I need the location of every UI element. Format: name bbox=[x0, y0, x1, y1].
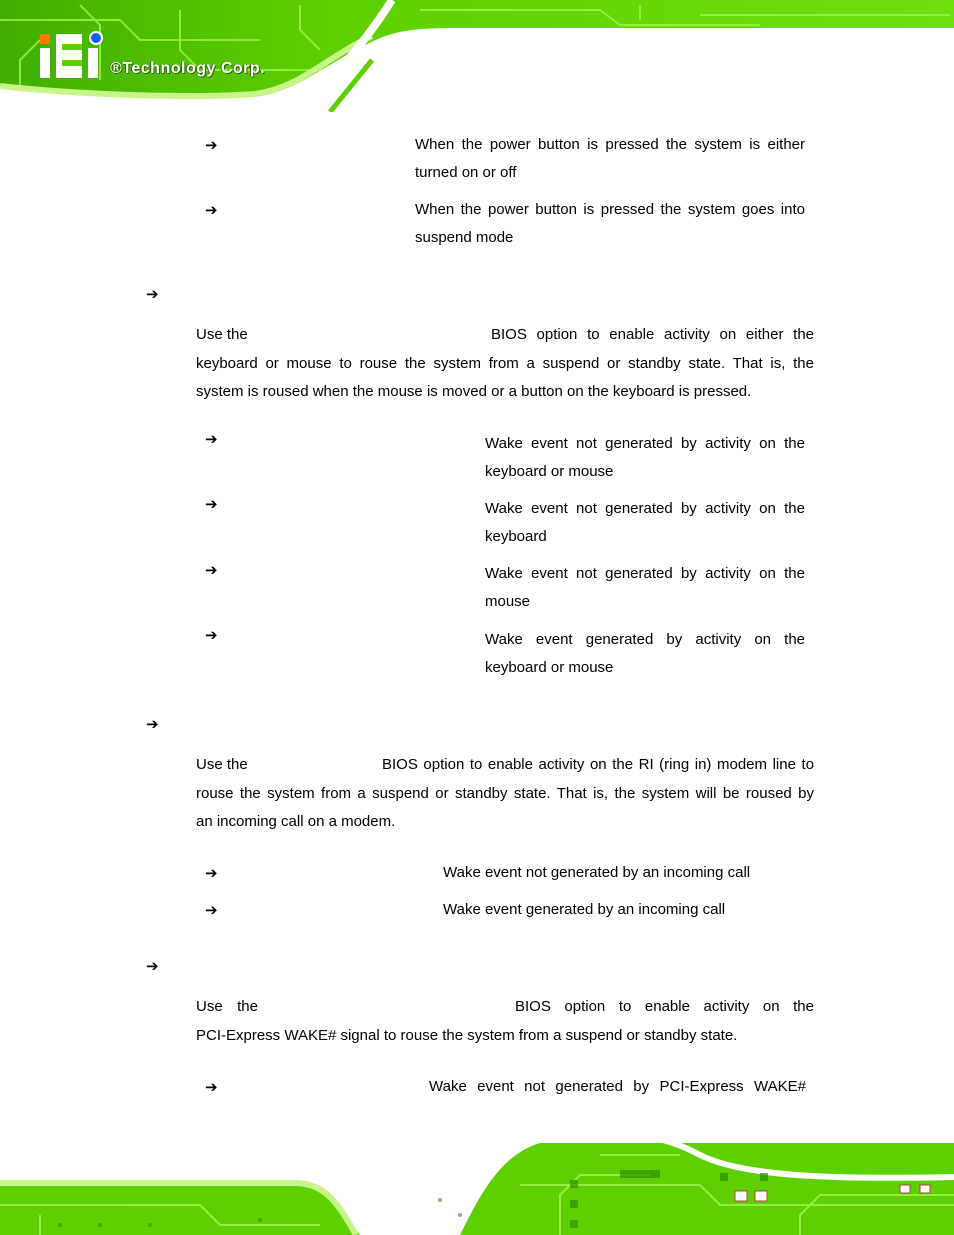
arrow-right-icon: ➔ bbox=[205, 1078, 218, 1096]
kb-mouse-option-1-description: Wake event not generated by activity on the keyboard or mouse bbox=[485, 435, 805, 480]
ring-wake-intro: Use the BIOS option to enable activity on the RI (ring in) modem line to rouse the system from a suspend or standby state. That is, the system will be roused by an incoming call on a modem. bbox=[196, 756, 814, 830]
circuit-board-footer-graphic bbox=[0, 1125, 954, 1235]
arrow-right-icon: ➔ bbox=[205, 495, 218, 513]
company-logo-text: ®Technology Corp. bbox=[110, 60, 266, 77]
page-footer-banner bbox=[0, 1125, 954, 1235]
kb-mouse-option-2-description: Wake event not generated by activity on the keyboard bbox=[485, 500, 805, 545]
arrow-right-icon: ➔ bbox=[146, 957, 159, 975]
ring-option-1-description: Wake event not generated by an incoming call bbox=[443, 864, 751, 881]
kb-mouse-wake-intro: Use the BIOS option to enable activity on either the keyboard or mouse to rouse the system from a suspend or standby state. That is, the system is roused when the mouse is moved or a button on the keyboard is pressed. bbox=[196, 326, 814, 400]
pcie-option-1-description: Wake event not generated by PCI-Express WAKE# bbox=[429, 1078, 806, 1095]
arrow-right-icon: ➔ bbox=[146, 285, 159, 303]
arrow-right-icon: ➔ bbox=[205, 626, 218, 644]
arrow-right-icon: ➔ bbox=[205, 561, 218, 579]
arrow-right-icon: ➔ bbox=[205, 901, 218, 919]
arrow-right-icon: ➔ bbox=[205, 864, 218, 882]
kb-mouse-option-3-description: Wake event not generated by activity on the mouse bbox=[485, 565, 805, 610]
pcie-wake-intro: Use the BIOS option to enable activity on the PCI-Express WAKE# signal to rouse the system from a suspend or standby state. bbox=[196, 998, 814, 1044]
arrow-right-icon: ➔ bbox=[205, 201, 218, 219]
kb-mouse-option-4-description: Wake event generated by activity on the keyboard or mouse bbox=[485, 631, 805, 676]
circuit-board-header-graphic bbox=[0, 0, 954, 112]
page-header-banner bbox=[0, 0, 954, 112]
power-option-2-description: When the power button is pressed the system goes into suspend mode bbox=[415, 201, 805, 246]
arrow-right-icon: ➔ bbox=[205, 136, 218, 154]
arrow-right-icon: ➔ bbox=[205, 430, 218, 448]
ring-option-2-description: Wake event generated by an incoming call bbox=[443, 901, 726, 918]
arrow-right-icon: ➔ bbox=[146, 715, 159, 733]
power-option-1-description: When the power button is pressed the system is either turned on or off bbox=[415, 136, 805, 181]
